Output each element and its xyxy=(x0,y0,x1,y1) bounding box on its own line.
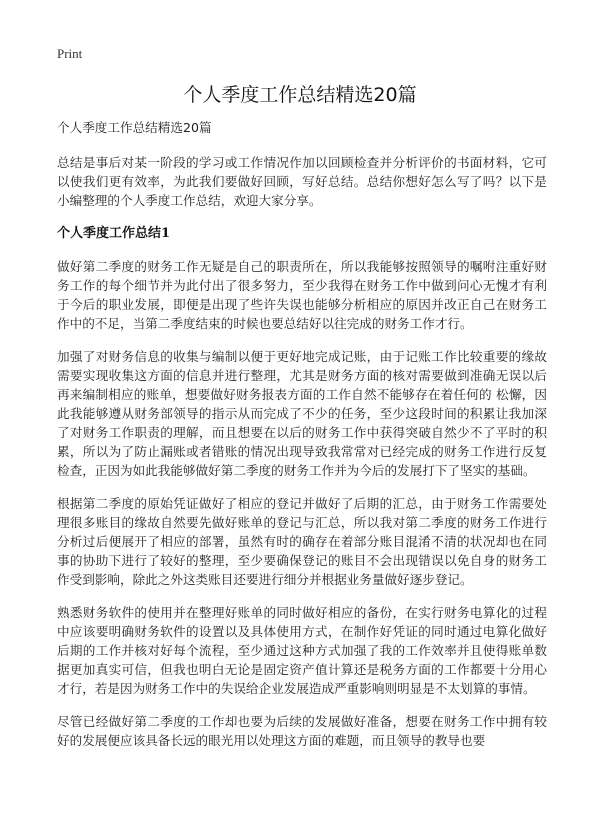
page-title: 个人季度工作总结精选20篇 xyxy=(183,84,417,106)
body-paragraph-3: 根据第二季度的原始凭证做好了相应的登记并做好了后期的汇总，由于财务工作需要处理很多账目的缘故自然要先做好账单的登记与汇总，所以我对第二季度的财务工作进行分析过后便展开了相应的部署，虽然有时的确存在着部分账目混淆不清的状况却也在同事的协助下进行了较好的整理，至少要确保登记的账目不会出现错误以免自身的财务工作受到影响，除此之外这类账目还要进行细分并根据业务量做好逐步登记。 xyxy=(57,496,547,587)
section-heading: 个人季度工作总结1 xyxy=(57,226,171,241)
article-subtitle: 个人季度工作总结精选20篇 xyxy=(57,120,212,135)
intro-paragraph: 总结是事后对某一阶段的学习或工作情况作加以回顾检查并分析评价的书面材料，它可以使我们更有效率，为此我们要做好回顾，写好总结。总结你想好怎么写了吗？以下是小编整理的个人季度工作总结，欢迎大家分享。 xyxy=(57,155,547,208)
body-paragraph-4: 熟悉财务软件的使用并在整理好账单的同时做好相应的备份，在实行财务电算化的过程中应该要明确财务软件的设置以及具体使用方式，在制作好凭证的同时通过电算化做好后期的工作并核对好每个流程，至少通过这种方式加强了我的工作效率并且使得账单数据更加真实可信，但我也明白无论是固定资产值计算还是税务方面的工作都要十分用心才行，若是因为财务工作中的失误给企业发展造成严重影响则明显是不太划算的事情。 xyxy=(57,605,547,696)
body-paragraph-1: 做好第二季度的财务工作无疑是自己的职责所在，所以我能够按照领导的嘱咐注重好财务工作的每个细节并为此付出了很多努力，至少我得在财务工作中做到问心无愧才有利于今后的职业发展，即便是出现了些许失误也能够分析相应的原因并改正自己在财务工作中的不足，当第二季度结束的时候也要总结好以往完成的财务工作才行。 xyxy=(57,259,547,331)
body-paragraph-2: 加强了对财务信息的收集与编制以便于更好地完成记账，由于记账工作比较重要的缘故需要实现收集这方面的信息并进行整理，尤其是财务方面的核对需要做到准确无误以后再来编制相应的账单，想要做好财务报表方面的工作自然不能够存在着任何的 松懈，因此我能够遵从财务部领导的指示从而完成了不少的任务，至少这段时间的积累让我加深了对财务工作职责的理解，而且想要在以后的财务工作中获得突破自然少不了平时的积累，所以为了防止漏账或者错账的情况出现导致我常常对已经完成的财务工作进行反复检查，正因为如此我能够做好第二季度的财务工作并为今后的发展打下了坚实的基础。 xyxy=(57,349,547,478)
body-paragraph-5: 尽管已经做好第二季度的工作却也要为后续的发展做好准备，想要在财务工作中拥有较好的发展便应该具备长远的眼光用以处理这方面的难题，而且领导的教导也要 xyxy=(57,714,547,748)
print-link[interactable]: Print xyxy=(57,46,83,61)
article-body xyxy=(57,118,547,764)
